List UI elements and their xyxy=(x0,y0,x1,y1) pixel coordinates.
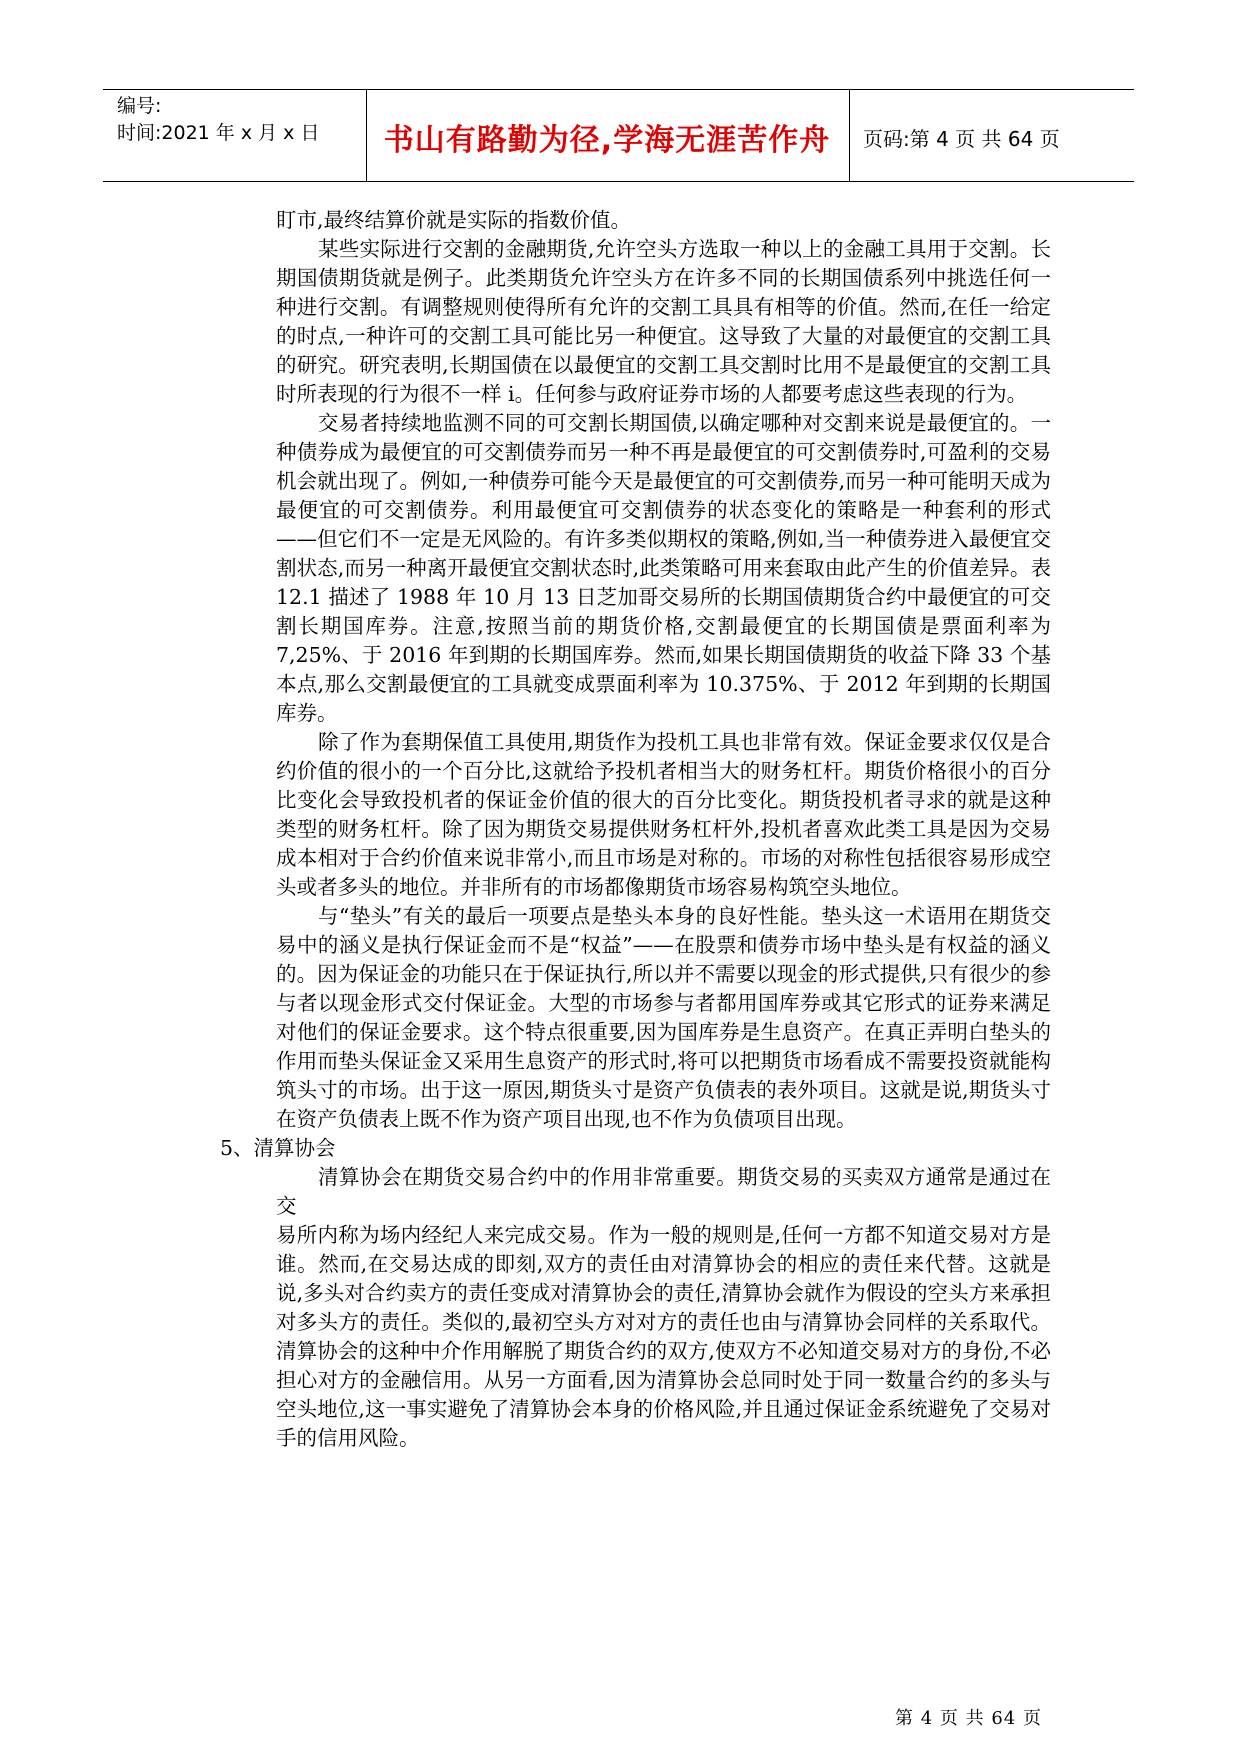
document-number: 编号: xyxy=(117,95,162,117)
paragraph: 除了作为套期保值工具使用,期货作为投机工具也非常有效。保证金要求仅仅是合约价值的很小的一个百分比,这就给予投机者相当大的财务杠杆。期货价格很小的百分比变化会导致投机者的保证金价值的很大的百分比变化。期货投机者寻求的就是这种类型的财务杠杆。除了因为期货交易提供财务杠杆外,投机者喜欢此类工具是因为交易成本相对于合约价值来说非常小,而且市场是对称的。市场的对称性包括很容易形成空头或者多头的地位。并非所有的市场都像期货市场容易构筑空头地位。 xyxy=(276,730,1051,899)
paragraph: 交易者持续地监测不同的可交割长期国债,以确定哪种对交割来说是最便宜的。一种债券成为最便宜的可交割债券而另一种不再是最便宜的可交割债券时,可盈利的交易机会就出现了。例如,一种债券可能今天是最便宜的可交割债券,而另一种可能明天成为最便宜的可交割债券。利用最便宜可交割债券的状态变化的策略是一种套利的形式——但它们不一定是无风险的。有许多类似期权的策略,例如,当一种债券进入最便宜交割状态,而另一种离开最便宜交割状态时,此类策略可用来套取由此产生的价值差异。表 12.1 描述了 1988 年 10 月 13 日芝加哥交易所的长期国债期货合约中最便宜的可交割长期国库券。注意,按照当前的期货价格,交割最便宜的长期国债是票面利率为 7,25%、于 2016 年到期的长期国库券。然而,如果长期国债期货的收益下降 33 个基本点,那么交割最便宜的工具就变成票面利率为 10.375%、于 2012 年到期的长期国库券。 xyxy=(276,411,1051,725)
paragraph: 清算协会在期货交易合约中的作用非常重要。期货交易的买卖双方通常是通过在交 xyxy=(276,1165,1051,1218)
paragraph: 某些实际进行交割的金融期货,允许空头方选取一种以上的金融工具用于交割。长期国债期货就是例子。此类期货允许空头方在许多不同的长期国债系列中挑选任何一种进行交割。有调整规则使得所有允许的交割工具具有相等的价值。然而,在任一给定的时点,一种许可的交割工具可能比另一种便宜。这导致了大量的对最便宜的交割工具的研究。研究表明,长期国债在以最便宜的交割工具交割时比用不是最便宜的交割工具时所表现的行为很不一样 i。任何参与政府证券市场的人都要考虑这些表现的行为。 xyxy=(276,237,1051,406)
header-page-number: 页码:第 4 页 共 64 页 xyxy=(863,127,1060,151)
paragraph: 盯市,最终结算价就是实际的指数价值。 xyxy=(276,208,632,232)
header-bottom-rule xyxy=(103,181,1134,182)
header-top-rule xyxy=(103,89,1134,90)
paragraph: 与“垫头”有关的最后一项要点是垫头本身的良好性能。垫头这一术语用在期货交易中的涵义是执行保证金而不是“权益”——在股票和债券市场中垫头是有权益的涵义的。因为保证金的功能只在于保证执行,所以并不需要以现金的形式提供,只有很少的参与者以现金形式交付保证金。大型的市场参与者都用国库券或其它形式的证券来满足对他们的保证金要求。这个特点很重要,因为国库券是生息资产。在真正弄明白垫头的作用而垫头保证金又采用生息资产的形式时,将可以把期货市场看成不需要投资就能构筑头寸的市场。出于这一原因,期货头寸是资产负债表的表外项目。这就是说,期货头寸在资产负债表上既不作为资产项目出现,也不作为负债项目出现。 xyxy=(276,904,1051,1131)
document-body xyxy=(220,206,1051,1453)
header-motto: 书山有路勤为径,学海无涯苦作舟 xyxy=(383,123,831,158)
header-divider-left xyxy=(366,89,367,181)
paragraph: 易所内称为场内经纪人来完成交易。作为一般的规则是,任何一方都不知道交易对方是谁。然而,在交易达成的即刻,双方的责任由对清算协会的相应的责任来代替。这就是说,多头对合约卖方的责任变成对清算协会的责任,清算协会就作为假设的空头方来承担对多头方的责任。类似的,最初空头方对对方的责任也由与清算协会同样的关系取代。清算协会的这种中介作用解脱了期货合约的双方,使双方不必知道交易对方的身份,不必担心对方的金融信用。从另一方面看,因为清算协会总同时处于同一数量合约的多头与空头地位,这一事实避免了清算协会本身的价格风险,并且通过保证金系统避免了交易对手的信用风险。 xyxy=(276,1223,1051,1450)
document-time: 时间:2021 年 x 月 x 日 xyxy=(117,122,320,144)
section-heading: 5、清算协会 xyxy=(220,1136,336,1160)
header-divider-right xyxy=(849,89,850,181)
header-left-block xyxy=(117,93,319,147)
footer-page-number: 第 4 页 共 64 页 xyxy=(895,1708,1042,1729)
